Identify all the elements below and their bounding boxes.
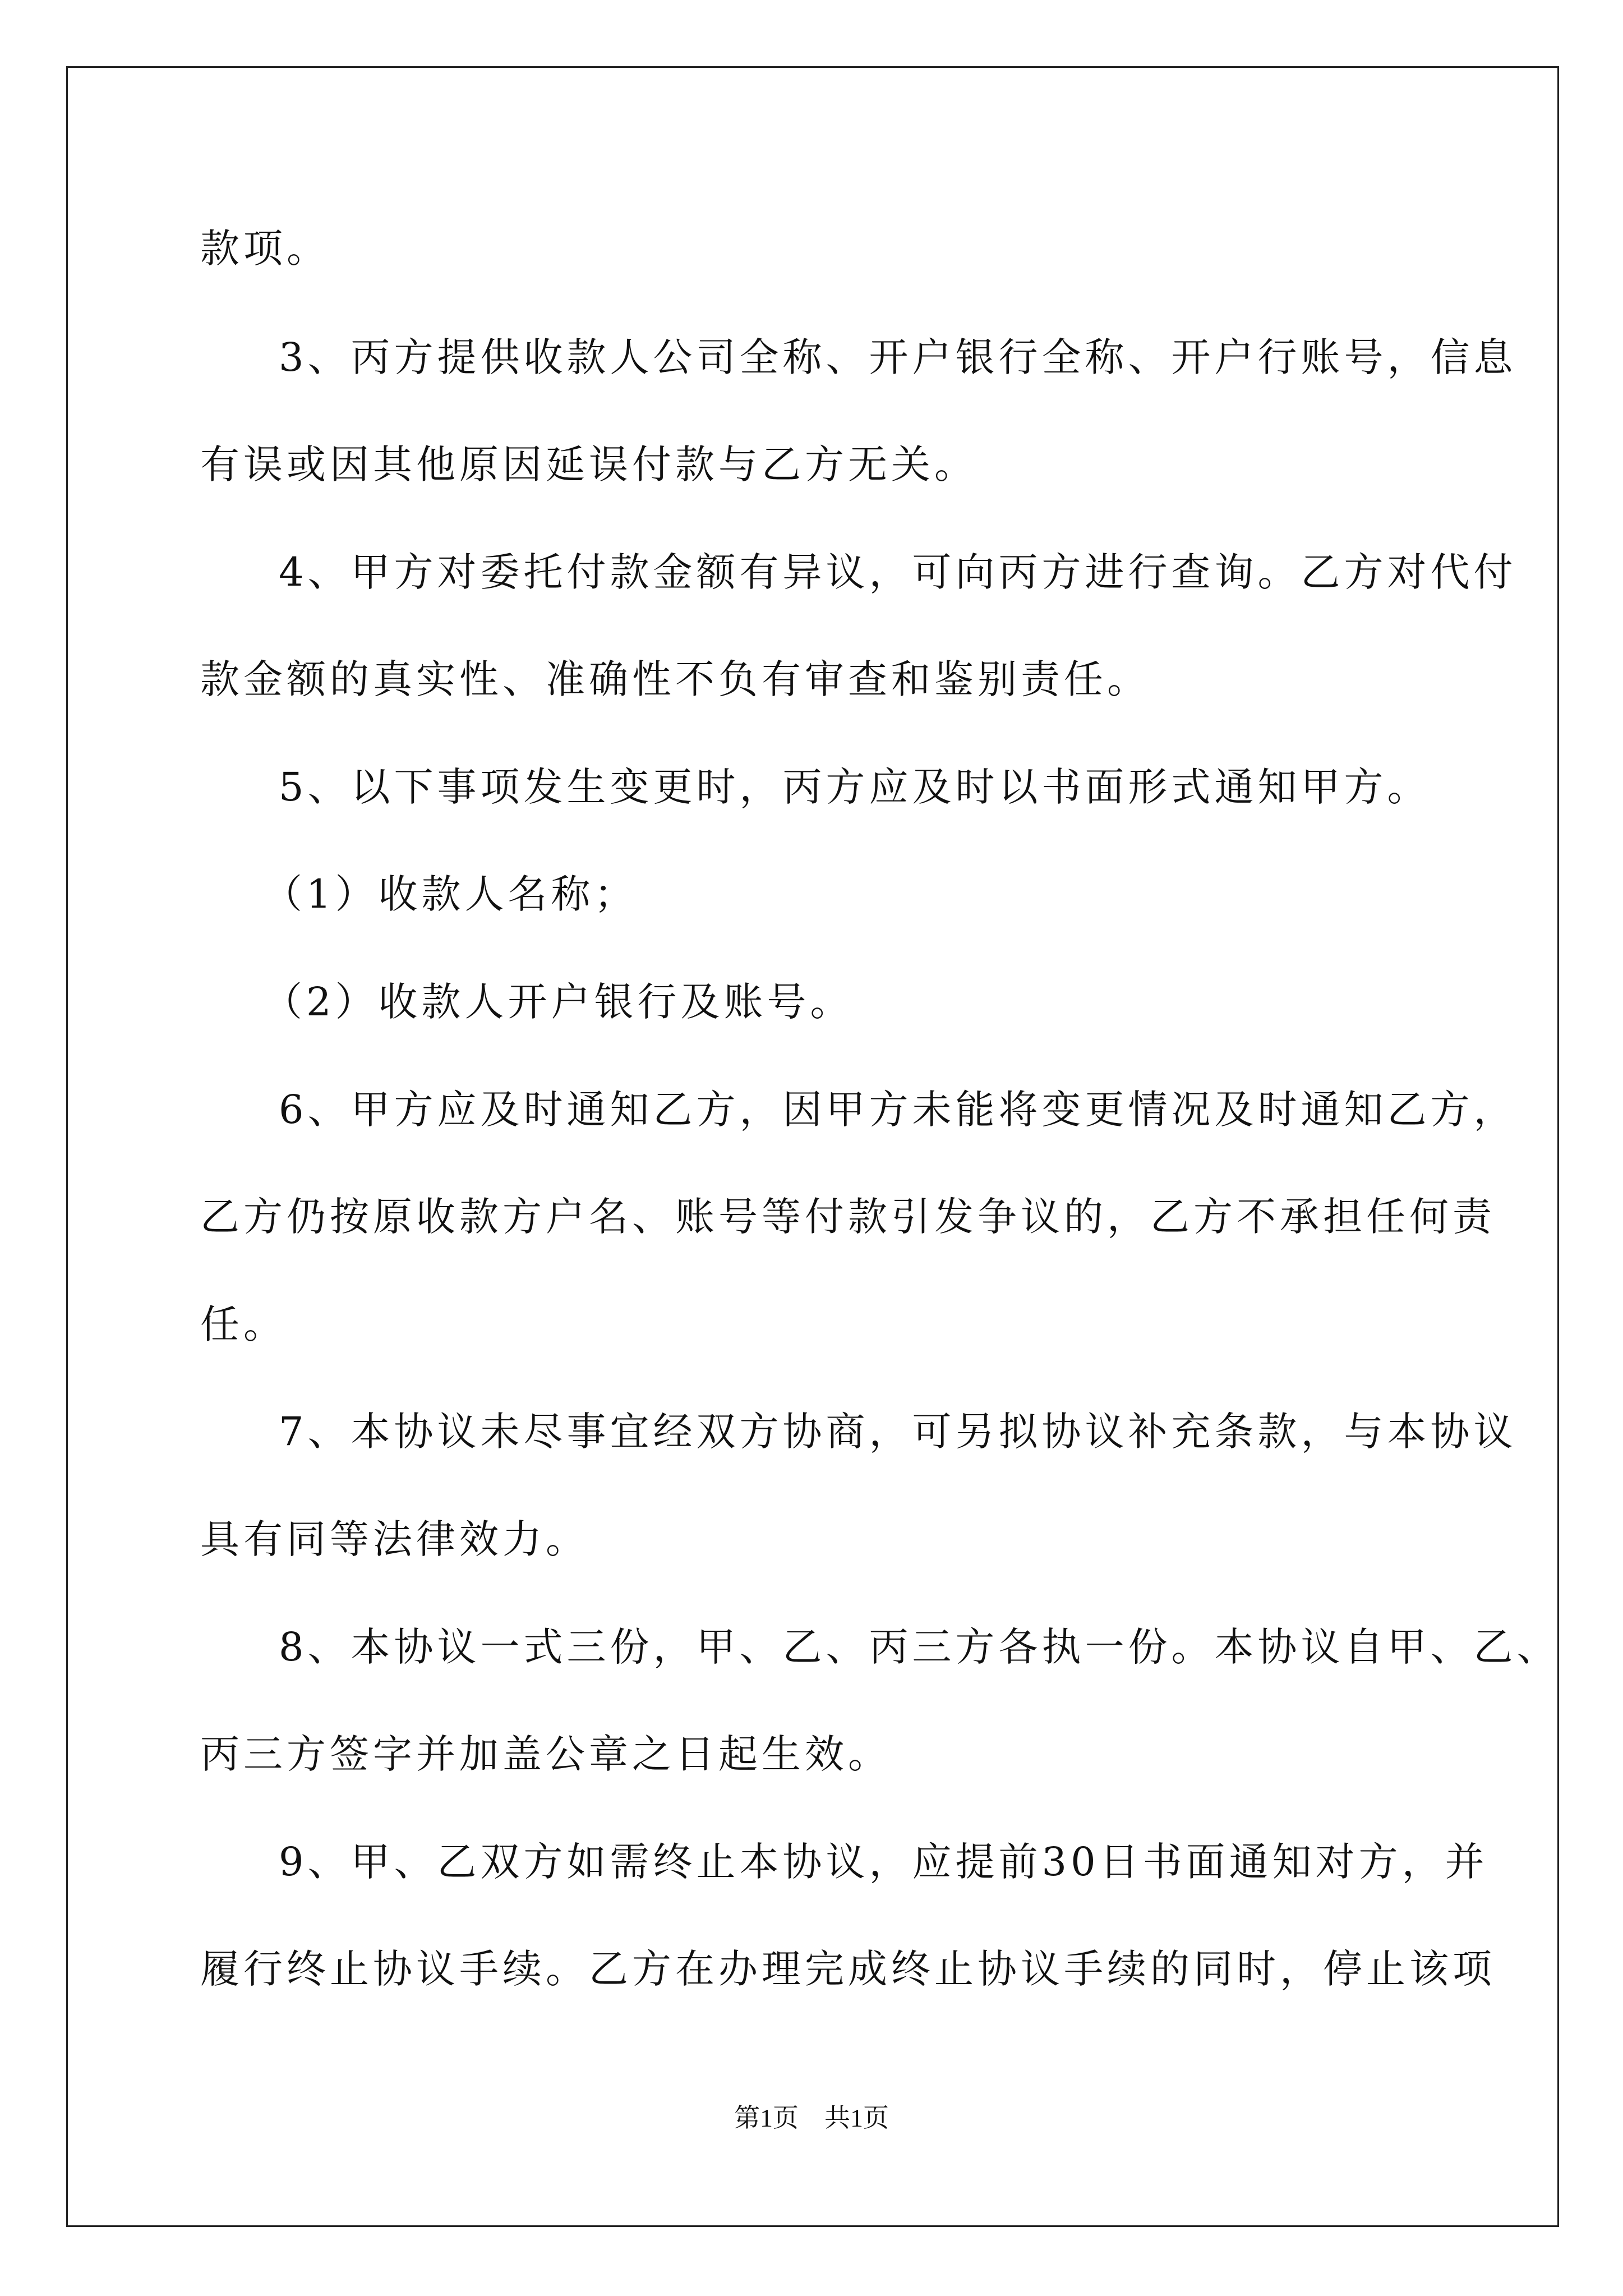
- text-line: （2）收款人开户银行及账号。: [263, 979, 854, 1025]
- text-line: 6、甲方应及时通知乙方，因甲方未能将变更情况及时通知乙方，: [279, 1087, 1517, 1133]
- text-line: 9、甲、乙双方如需终止本协议，应提前30日书面通知对方，并: [279, 1839, 1488, 1885]
- page-footer: 第1页 共1页: [734, 2104, 889, 2132]
- text-line: 乙方仍按原收款方户名、账号等付款引发争议的，乙方不承担任何责: [200, 1194, 1496, 1240]
- text-line: 5、以下事项发生变更时，丙方应及时以书面形式通知甲方。: [279, 764, 1431, 810]
- text-line: 7、本协议未尽事宜经双方协商，可另拟协议补充条款，与本协议: [279, 1409, 1517, 1455]
- text-line: 款项。: [200, 226, 330, 272]
- text-line: 款金额的真实性、准确性不负有审查和鉴别责任。: [200, 656, 1150, 702]
- text-line: 8、本协议一式三份，甲、乙、丙三方各执一份。本协议自甲、乙、: [279, 1624, 1560, 1670]
- text-line: 履行终止协议手续。乙方在办理完成终止协议手续的同时，停止该项: [200, 1946, 1496, 1992]
- text-line: 3、丙方提供收款人公司全称、开户银行全称、开户行账号，信息: [279, 334, 1517, 380]
- text-line: 丙三方签字并加盖公章之日起生效。: [200, 1731, 891, 1777]
- page-border: [66, 66, 1559, 2227]
- text-line: 具有同等法律效力。: [200, 1516, 589, 1562]
- text-line: 有误或因其他原因延误付款与乙方无关。: [200, 441, 978, 487]
- text-line: 任。: [200, 1301, 287, 1347]
- text-line: 4、甲方对委托付款金额有异议，可向丙方进行查询。乙方对代付: [279, 549, 1517, 595]
- text-line: （1）收款人名称；: [263, 871, 638, 917]
